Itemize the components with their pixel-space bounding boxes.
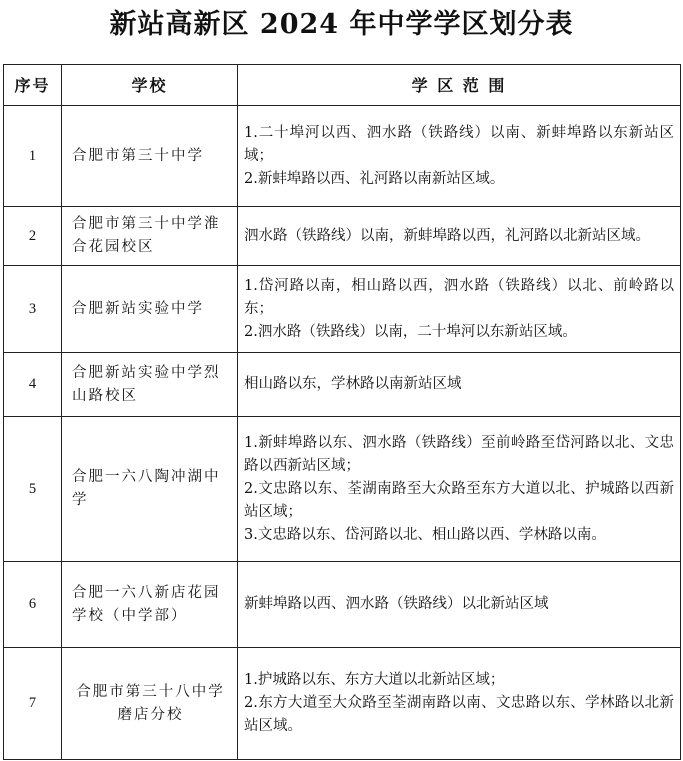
row-index: 4: [4, 353, 62, 417]
range-line: 1.二十埠河以西、泗水路（铁路线）以南、新蚌埠路以东新站区域；: [244, 124, 674, 164]
range-line: 相山路以东，学林路以南新站区域: [244, 376, 462, 392]
header-school: 学校: [62, 65, 238, 106]
row-school: 合肥市第三十八中学磨店分校: [62, 648, 238, 760]
row-range: [238, 266, 681, 353]
row-range: [238, 417, 681, 562]
header-index: 序号: [4, 65, 62, 106]
document-title: 新站高新区 2024 年中学学区划分表: [109, 9, 574, 40]
row-range: [238, 207, 681, 266]
range-line: 新蚌埠路以西、泗水路（铁路线）以北新站区域: [244, 596, 549, 612]
range-line: 2.东方大道至大众路至荃湖南路以南、文忠路以东、学林路以北新站区域。: [244, 695, 674, 734]
row-index: 6: [4, 562, 62, 648]
row-school: 合肥市第三十中学: [62, 106, 238, 207]
table-row: [4, 106, 681, 207]
table-header-row: [4, 65, 681, 106]
range-line: 1.新蚌埠路以东、泗水路（铁路线）至前岭路至岱河路以北、文忠路以西新站区域；: [244, 434, 674, 474]
row-school: 合肥新站实验中学烈山路校区: [62, 353, 238, 417]
table-row: [4, 266, 681, 353]
row-index: 7: [4, 648, 62, 760]
row-index: 5: [4, 417, 62, 562]
row-index: 3: [4, 266, 62, 353]
range-line: 2.新蚌埠路以西、礼河路以南新站区域。: [244, 170, 505, 187]
row-range: [238, 562, 681, 648]
range-line: 1.岱河路以南，相山路以西，泗水路（铁路线）以北、前岭路以东；: [244, 277, 674, 317]
range-line: 泗水路（铁路线）以南，新蚌埠路以西，礼河路以北新站区域。: [244, 227, 650, 244]
row-range: [238, 353, 681, 417]
table-row: [4, 648, 681, 760]
table-row: [4, 353, 681, 417]
row-index: 2: [4, 207, 62, 266]
range-line: 2.泗水路（铁路线）以南，二十埠河以东新站区域。: [244, 323, 577, 340]
range-line: 1.护城路以东、东方大道以北新站区域；: [244, 672, 505, 688]
row-index: 1: [4, 106, 62, 207]
header-range: 学 区 范 围: [238, 65, 681, 106]
table-row: [4, 562, 681, 648]
row-range: [238, 648, 681, 760]
range-line: 3.文忠路以东、岱河路以北、相山路以西、学林路以南。: [244, 526, 606, 543]
row-range: [238, 106, 681, 207]
school-district-table: [3, 64, 681, 760]
row-school: 合肥一六八新店花园学校（中学部）: [62, 562, 238, 648]
row-school: 合肥一六八陶冲湖中学: [62, 417, 238, 562]
table-row: [4, 207, 681, 266]
row-school: 合肥市第三十中学淮合花园校区: [62, 207, 238, 266]
row-school: 合肥新站实验中学: [62, 266, 238, 353]
range-line: 2.文忠路以东、荃湖南路至大众路至东方大道以北、护城路以西新站区域；: [244, 480, 674, 520]
table-row: [4, 417, 681, 562]
